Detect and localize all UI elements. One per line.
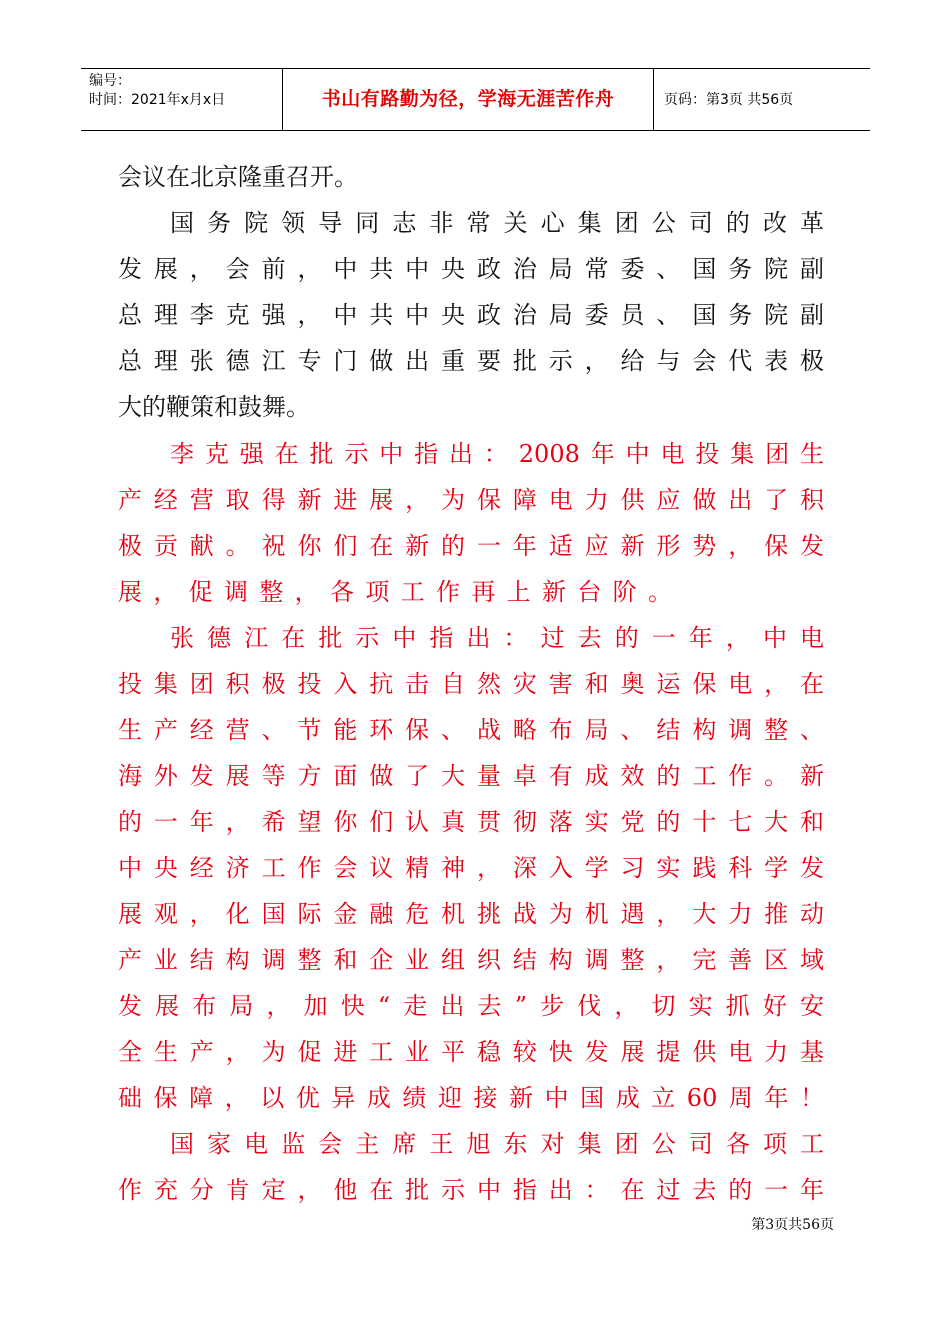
header-page-code: 页码：第3页 共56页 bbox=[664, 92, 794, 108]
body-line: 展观，化国际金融危机挑战为机遇，大力推动 bbox=[118, 900, 824, 928]
body-line: 总理李克强，中共中央政治局委员、国务院副 bbox=[118, 301, 824, 329]
body-line: 作充分肯定，他在批示中指出：在过去的一年 bbox=[118, 1176, 824, 1204]
body-line: 投集团积极投入抗击自然灾害和奥运保电，在 bbox=[118, 670, 824, 698]
document-number-label: 编号： bbox=[89, 73, 131, 89]
page-header bbox=[81, 68, 870, 131]
body-line: 展，促调整，各项工作再上新台阶。 bbox=[118, 578, 672, 606]
footer-page-number: 第3页共56页 bbox=[751, 1217, 834, 1233]
header-motto-cell bbox=[283, 69, 654, 130]
header-motto: 书山有路勤为径，学海无涯苦作舟 bbox=[321, 88, 615, 110]
body-line: 的一年，希望你们认真贯彻落实党的十七大和 bbox=[118, 808, 824, 836]
body-line: 海外发展等方面做了大量卓有成效的工作。新 bbox=[118, 762, 824, 790]
body-line: 产业结构调整和企业组织结构调整，完善区域 bbox=[118, 946, 824, 974]
body-line: 大的鞭策和鼓舞。 bbox=[118, 393, 310, 421]
document-time-label: 时间：2021年x月x日 bbox=[89, 92, 226, 108]
body-line: 总理张德江专门做出重要批示，给与会代表极 bbox=[118, 347, 824, 375]
header-info-cell bbox=[81, 69, 283, 130]
body-line: 国务院领导同志非常关心集团公司的改革 bbox=[170, 209, 824, 237]
body-line: 李克强在批示中指出：2008年中电投集团生 bbox=[170, 440, 824, 468]
header-page-cell bbox=[654, 69, 870, 130]
body-line: 国家电监会主席王旭东对集团公司各项工 bbox=[170, 1130, 824, 1158]
body-line: 生产经营、节能环保、战略布局、结构调整、 bbox=[118, 716, 824, 744]
body-line: 张德江在批示中指出：过去的一年，中电 bbox=[170, 624, 824, 652]
body-line: 础保障，以优异成绩迎接新中国成立60周年！ bbox=[118, 1084, 824, 1112]
body-line: 会议在北京隆重召开。 bbox=[118, 163, 358, 191]
body-line: 发展布局，加快“走出去”步伐，切实抓好安 bbox=[118, 992, 824, 1020]
body-line: 极贡献。祝你们在新的一年适应新形势，保发 bbox=[118, 532, 824, 560]
body-line: 全生产，为促进工业平稳较快发展提供电力基 bbox=[118, 1038, 824, 1066]
body-line: 中央经济工作会议精神，深入学习实践科学发 bbox=[118, 854, 824, 882]
body-line: 产经营取得新进展，为保障电力供应做出了积 bbox=[118, 486, 824, 514]
body-line: 发展，会前，中共中央政治局常委、国务院副 bbox=[118, 255, 824, 283]
